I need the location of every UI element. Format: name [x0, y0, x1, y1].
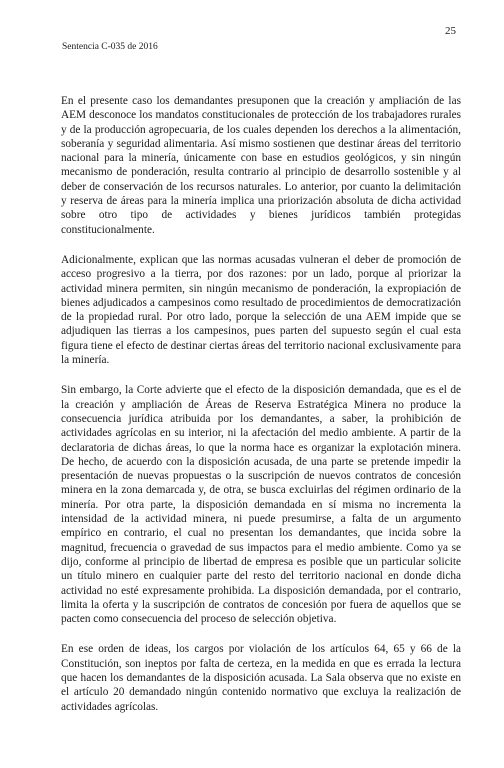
paragraph-4: En ese orden de ideas, los cargos por violación de los artículos 64, 65 y 66 de la Constitución, son ineptos por falta de certeza, en la medida en que es errada la lectura que hacen los demandantes de la disposición acusada. La Sala observa que no existe en el artículo 20 demandado ningún contenido normativo que excluya la realización de actividades agrícolas.	[61, 643, 461, 713]
body-text	[61, 94, 461, 714]
page-number: 25	[445, 25, 456, 37]
paragraph-3: Sin embargo, la Corte advierte que el efecto de la disposición demandada, que es el de la creación y ampliación de Áreas de Reserva Estratégica Minera no produce la consecuencia jurídica atribuida por los demandantes, a saber, la prohibición de actividades agrícolas en su interior, ni la afectación del medio ambiente. A partir de la declaratoria de dichas áreas, lo que la norma hace es organizar la explotación minera. De hecho, de acuerdo con la disposición acusada, de una parte se pretende impedir la presentación de nuevas propuestas o la suscripción de nuevos contratos de concesión minera en la zona demarcada y, de otra, se busca excluirlas del régimen ordinario de la minería. Por otra parte, la disposición demandada en sí misma no incrementa la intensidad de la actividad minera, ni puede presumirse, a falta de un argumento empírico en contrario, el cual no presentan los demandantes, que incida sobre la magnitud, frecuencia o gravedad de sus impactos para el medio ambiente. Como ya se dijo, conforme al principio de libertad de empresa es posible que un particular solicite un título minero en cualquier parte del resto del territorio nacional en donde dicha actividad no esté expresamente prohibida. La disposición demandada, por el contrario, limita la oferta y la suscripción de contratos de concesión por fuera de aquellos que se pacten como consecuencia del proceso de selección objetiva.	[61, 384, 461, 626]
running-header: Sentencia C-035 de 2016	[62, 42, 158, 52]
paragraph-1: En el presente caso los demandantes presuponen que la creación y ampliación de las AEM desconoce los mandatos constitucionales de protección de los trabajadores rurales y de la producción agropecuaria, de los cuales dependen los derechos a la alimentación, soberanía y seguridad alimentaria. Así mismo sostienen que destinar áreas del territorio nacional para la minería, únicamente con base en estudios geológicos, y sin ningún mecanismo de ponderación, resulta contrario al principio de desarrollo sostenible y al deber de conservación de los recursos naturales. Lo anterior, por cuanto la delimitación y reserva de áreas para la minería implica una priorización absoluta de dicha actividad sobre otro tipo de actividades y bienes jurídicos también protegidas constitucionalmente.	[61, 95, 461, 236]
paragraph-2: Adicionalmente, explican que las normas acusadas vulneran el deber de promoción de acceso progresivo a la tierra, por dos razones: por un lado, porque al priorizar la actividad minera permiten, sin ningún mecanismo de ponderación, la expropiación de bienes adjudicados a campesinos como resultado de procedimientos de democratización de la propiedad rural. Por otro lado, porque la selección de una AEM impide que se adjudiquen las tierras a los campesinos, pues parten del supuesto según el cual esta figura tiene el efecto de destinar ciertas áreas del territorio nacional exclusivamente para la minería.	[61, 253, 461, 367]
